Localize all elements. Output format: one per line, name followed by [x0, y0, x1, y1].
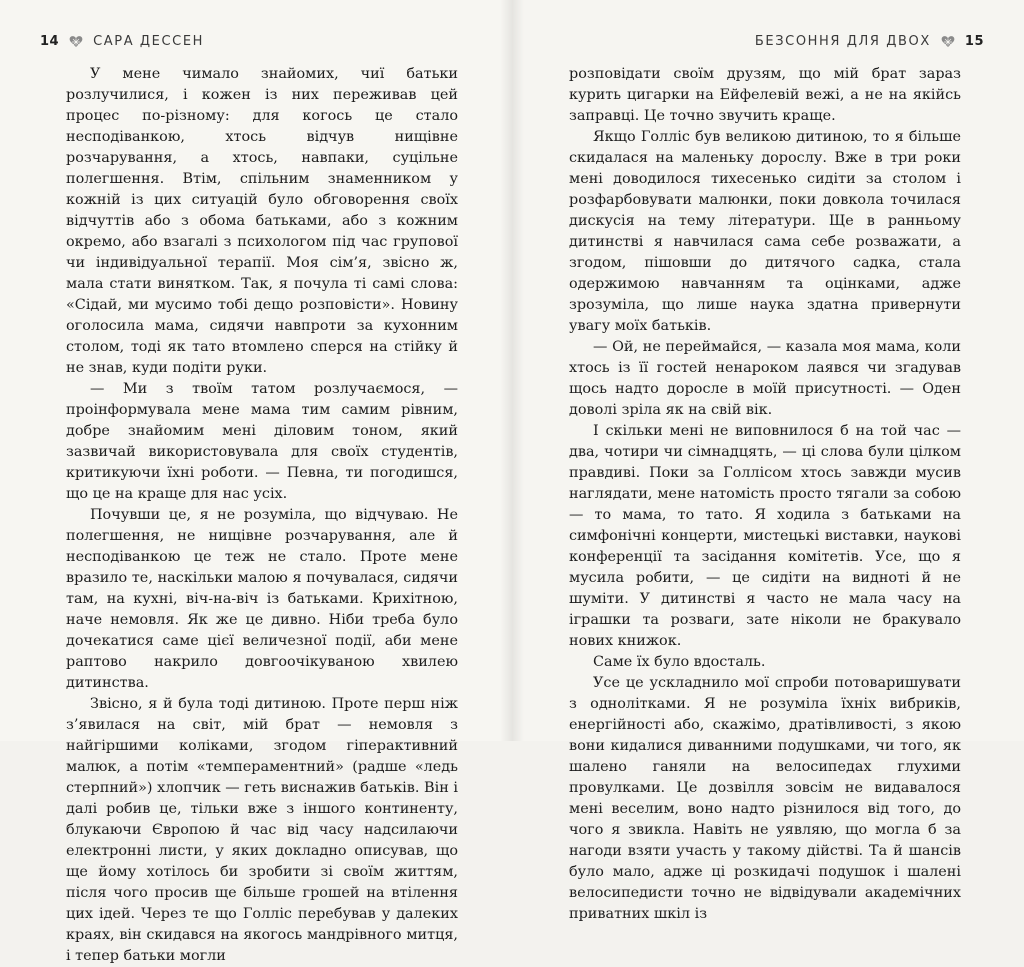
- paragraph-continuation: розповідати своїм друзям, що мій брат зараз курить цигарки на Ейфелевій вежі, а не на якійсь заправці. Це точно звучить краще.: [569, 66, 961, 124]
- paragraph: Якщо Голліс був великою дитиною, то я більше скидалася на маленьку дорослу. Вже в три роки мені доводилося тихесенько сидіти за столом і розфарбовувати малюнки, поки довкола точилася дискусія на тему літератури. Ще в ранньому дитинстві я навчилася сама себе розважати, а згодом, пішовши до дитячого садка, стала одержимою навчанням та оцінками, адже зрозуміла, що лише наука здатна привернути увагу моїх батьків.: [569, 129, 961, 334]
- paragraph: Почувши це, я не розуміла, що відчуваю. Не полегшення, не нищівне розчарування, але й несподіванкою це теж не стало. Проте мене вразило те, наскільки малою я почувалася, сидячи там, на кухні, віч-на-віч із батьками. Крихітною, наче немовля. Як же це дивно. Ніби треба було дочекатися саме цієї величезної події, аби мене раптово накрило довгоочікуваною хвилею дитинства.: [66, 507, 458, 691]
- right-body-text: [569, 64, 961, 925]
- right-page-number: 15: [964, 34, 984, 49]
- left-page-number: 14: [40, 34, 60, 49]
- right-running-head-title: БЕЗСОННЯ ДЛЯ ДВОХ: [754, 34, 931, 49]
- right-running-header: [755, 34, 984, 49]
- heart-icon: [69, 35, 83, 48]
- left-running-head-title: САРА ДЕССЕН: [93, 34, 205, 49]
- paragraph: Звісно, я й була тоді дитиною. Проте перш ніж з’явилася на світ, мій брат — немовля з найгіршими коліками, згодом гіперактивний малюк, а потім «темпераментний» (радше «ледь стерпний») хлопчик — геть виснажив батьків. Він і далі робив це, тільки вже з іншого континенту, блукаючи Європою й час від часу надсилаючи електронні листи, у яких докладно описував, що ще йому хотілось би зробити зі своїм життям, після чого просив ще більше грошей на втілення цих ідей. Через те що Голліс перебував у далеких краях, він скидався на якогось мандрівного митця, і тепер батьки могли: [66, 696, 458, 964]
- left-running-header: [40, 34, 204, 49]
- heart-icon: [941, 35, 955, 48]
- paragraph: — Ой, не переймайся, — казала моя мама, коли хтось із її гостей ненароком лаявся чи згадував щось надто доросле в моїй присутності. — Оден доволі зріла як на свій вік.: [569, 339, 961, 418]
- left-page: [0, 0, 512, 964]
- paragraph: Саме їх було вдосталь.: [593, 654, 766, 670]
- right-page: [512, 0, 1024, 922]
- paragraph: У мене чимало знайомих, чиї батьки розлучилися, і кожен із них переживав цей процес по-різному: для когось це стало несподіванкою, хтось відчув нищівне розчарування, а хтось, навпаки, суцільне полегшення. Втім, спільним знаменником у кожній із цих ситуацій було обговорення своїх відчуттів або з обома батьками, або з кожним окремо, або взагалі з психологом під час групової чи індивідуальної терапії. Моя сім’я, звісно ж, мала стати винятком. Так, я почула ті самі слова: «Сідай, ми мусимо тобі дещо розповісти». Новину оголосила мама, сидячи навпроти за кухонним столом, тоді як тато втомлено сперся на стійку й не знав, куди подіти руки.: [66, 66, 458, 376]
- paragraph: І скільки мені не виповнилося б на той час — два, чотири чи сімнадцять, — ці слова були цілком правдиві. Поки за Голлісом хтось завжди мусив наглядати, мене натомість просто тягали за собою — то мама, то тато. Я ходила з батьками на симфонічні концерти, мистецькі виставки, наукові конференції та засідання комітетів. Усе, що я мусила робити, — це сидіти на видноті й не шуміти. У дитинстві я часто не мала часу на іграшки та розваги, зате ніколи не бракувало нових книжок.: [569, 423, 961, 649]
- left-body-text: [66, 64, 458, 967]
- paragraph: Усе це ускладнило мої спроби потоваришувати з однолітками. Я не розуміла їхніх вибриків, енергійності або, скажімо, дратівливості, з якою вони кидалися диванними подушками, чи того, як шалено ганяли на велосипедах глухими провулками. Це дозвілля зовсім не видавалося мені веселим, воно надто різнилося від того, до чого я звикла. Навіть не уявляю, що могла б за нагоди взяти участь у такому дійстві. Та й шансів було мало, адже ці розкидачі подушок і шалені велосипедисти точно не відвідували академічних приватних шкіл із: [569, 675, 961, 922]
- paragraph: — Ми з твоїм татом розлучаємося, — проінформувала мене мама тим самим рівним, добре знайомим мені діловим тоном, який зазвичай використовувала для своїх студентів, критикуючи їхні роботи. — Певна, ти погодишся, що це на краще для нас усіх.: [66, 381, 458, 502]
- book-gutter: [500, 0, 524, 741]
